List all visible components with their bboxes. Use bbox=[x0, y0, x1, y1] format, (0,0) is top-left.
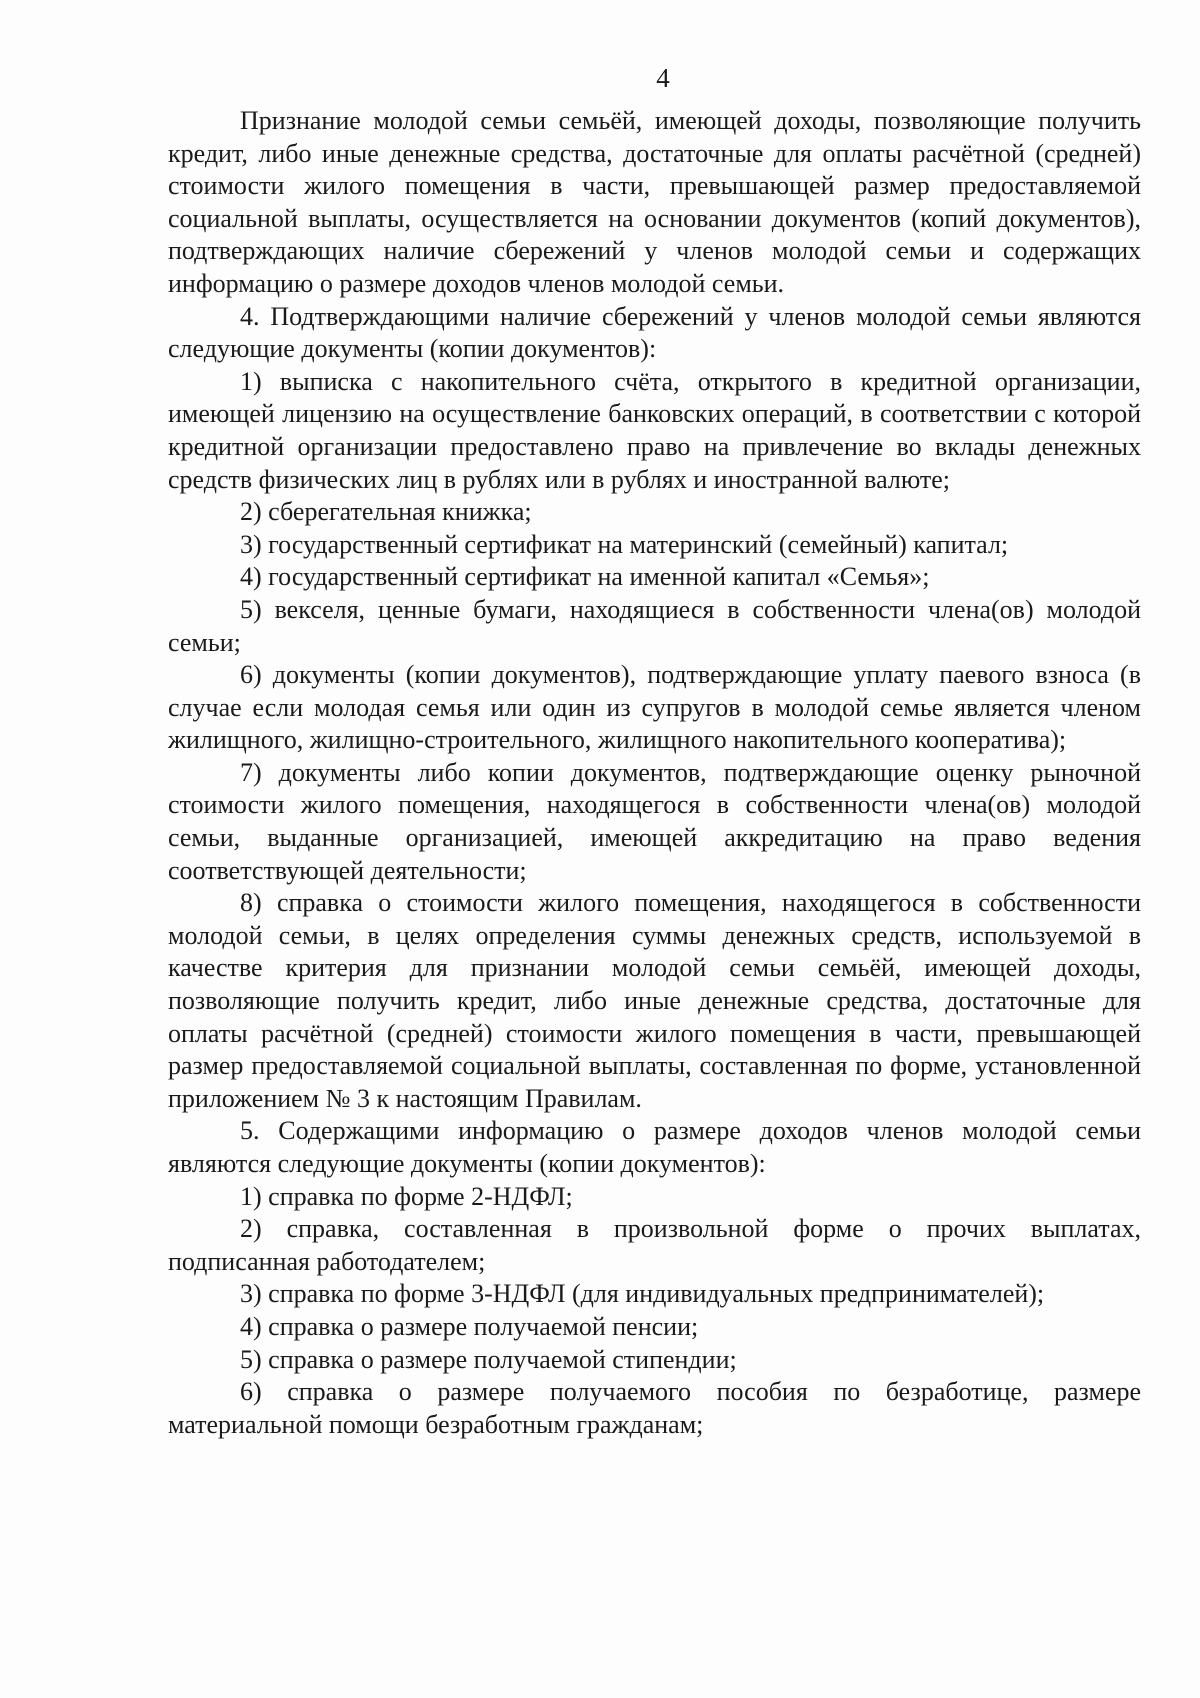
paragraph-section-4: 4. Подтверждающими наличие сбережений у членов молодой семьи являются следующие документы (копии документов): bbox=[168, 301, 1141, 364]
list-item-savings-2: 2) сберегательная книжка; bbox=[240, 497, 532, 527]
paragraph-section-5: 5. Содержащими информацию о размере доходов членов молодой семьи являются следующие документы (копии документов): bbox=[168, 1116, 1141, 1178]
list-item-income-1: 1) справка по форме 2-НДФЛ; bbox=[240, 1181, 573, 1211]
list-item-savings-7: 7) документы либо копии документов, подтверждающие оценку рыночной стоимости жилого помещения, находящегося в собственности члена(ов) молодой семьи, выданные организацией, имеющей аккредитацию на право ведения соответствующей деятельности; bbox=[168, 757, 1141, 885]
paragraph-intro: Признание молодой семьи семьёй, имеющей доходы, позволяющие получить кредит, либо иные денежные средства, достаточные для оплаты расчётной (средней) стоимости жилого помещения в части, превышающей размер предоставляемой социальной выплаты, осуществляется на основании документов (копий документов), подтверждающих наличие сбережений у членов молодой семьи и содержащих информацию о размере доходов членов молодой семьи. bbox=[168, 106, 1141, 298]
list-item-income-6: 6) справка о размере получаемого пособия по безработице, размере материальной помощи безработным гражданам; bbox=[168, 1377, 1141, 1439]
list-item-savings-5: 5) векселя, ценные бумаги, находящиеся в собственности члена(ов) молодой семьи; bbox=[168, 594, 1141, 657]
list-item-savings-8: 8) справка о стоимости жилого помещения, находящегося в собственности молодой семьи, в целях определения суммы денежных средств, используемой в качестве критерия для признании молодой семьи семьёй, имеющей доходы, позволяющие получить кредит, либо иные денежные средства, достаточные для оплаты расчётной (средней) стоимости жилого помещения в части, превышающей размер предоставляемой социальной выплаты, составленная по форме, установленной приложением № 3 к настоящим Правилам. bbox=[168, 888, 1141, 1113]
list-item-income-3: 3) справка по форме 3-НДФЛ (для индивидуальных предпринимателей); bbox=[240, 1279, 1045, 1309]
list-item-savings-3: 3) государственный сертификат на материнский (семейный) капитал; bbox=[240, 529, 1009, 559]
list-item-income-5: 5) справка о размере получаемой стипендии; bbox=[240, 1344, 737, 1374]
list-item-savings-4: 4) государственный сертификат на именной капитал «Семья»; bbox=[240, 562, 930, 592]
list-item-savings-1: 1) выписка с накопительного счёта, открытого в кредитной организации, имеющей лицензию на осуществление банковских операций, в соответствии с которой кредитной организации предоставлено право на привлечение во вклады денежных средств физических лиц в рублях или в рублях и иностранной валюте; bbox=[168, 366, 1141, 494]
list-item-savings-6: 6) документы (копии документов), подтверждающие уплату паевого взноса (в случае если молодая семья или один из супругов в молодой семье является членом жилищного, жилищно-строительного, жилищного накопительного кооператива); bbox=[168, 660, 1141, 755]
list-item-income-4: 4) справка о размере получаемой пенсии; bbox=[240, 1311, 699, 1341]
list-item-income-2: 2) справка, составленная в произвольной форме о прочих выплатах, подписанная работодателем; bbox=[168, 1214, 1141, 1276]
page-number: 4 bbox=[656, 63, 670, 93]
document-body bbox=[168, 105, 1141, 1441]
